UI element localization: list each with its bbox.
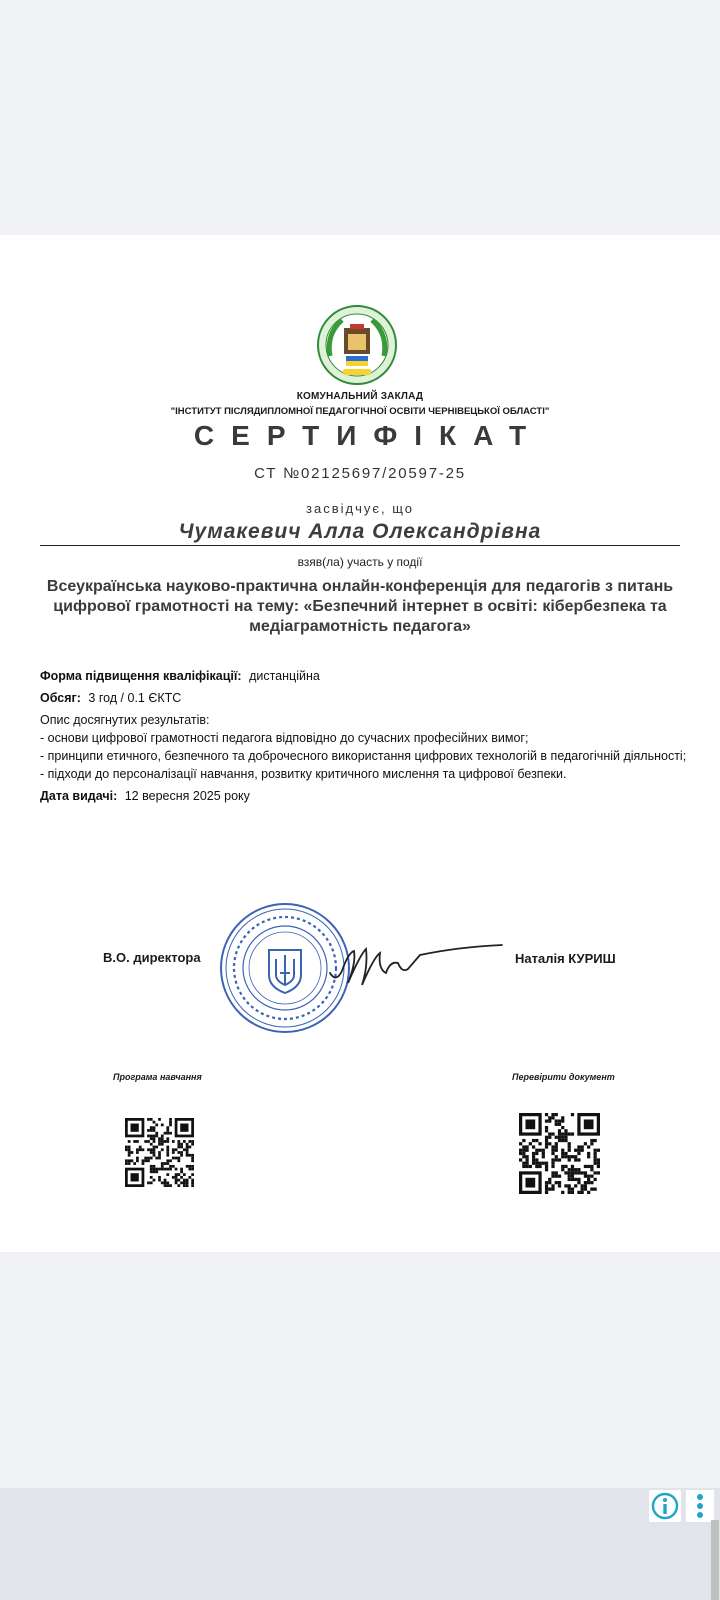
- institution-line-1: КОМУНАЛЬНИЙ ЗАКЛАД: [296, 391, 424, 402]
- form-label: Форма підвищення кваліфікації:: [40, 669, 242, 683]
- more-vertical-icon: [686, 1490, 714, 1522]
- issue-date-label: Дата видачі:: [40, 789, 118, 803]
- program-qr-code[interactable]: [125, 1118, 194, 1187]
- more-options-button[interactable]: [686, 1490, 714, 1522]
- issue-date-value: 12 вересня 2025 року: [124, 789, 250, 803]
- result-item: - підходи до персоналізації навчання, розвитку критичного мислення та цифрової безпеки.: [40, 767, 567, 781]
- institution-emblem-icon: [316, 304, 398, 386]
- viewer-bottom-bar: [0, 1488, 720, 1600]
- info-button[interactable]: [649, 1490, 681, 1522]
- director-name: Наталія КУРИШ: [515, 951, 616, 966]
- qr-program-label: Програма навчання: [113, 1072, 202, 1082]
- form-row: [40, 667, 690, 685]
- institution-line-2: "ІНСТИТУТ ПІСЛЯДИПЛОМНОЇ ПЕДАГОГІЧНОЇ ОСВІТИ ЧЕРНІВЕЦЬКОЇ ОБЛАСТІ": [170, 406, 550, 417]
- volume-row: [40, 689, 690, 707]
- certificate-details: [40, 667, 690, 809]
- issue-date-row: [40, 787, 690, 805]
- certificate-number: СТ №02125697/20597-25: [254, 465, 466, 482]
- results-block: [40, 711, 690, 783]
- scrollbar-thumb[interactable]: [711, 1520, 719, 1600]
- director-signature: [328, 933, 504, 993]
- volume-label: Обсяг:: [40, 691, 81, 705]
- form-value: дистанційна: [249, 669, 320, 683]
- event-title: Всеукраїнська науково-практична онлайн-конференція для педагогів з питань цифрової грамотності на тему: «Безпечний інтернет в освіті: кібербезпека та медіаграмотність педагога»: [46, 578, 674, 635]
- verify-qr-code[interactable]: [519, 1113, 600, 1194]
- certifies-text: засвідчує, що: [306, 501, 414, 516]
- took-part-text: взяв(ла) участь у події: [297, 555, 423, 569]
- volume-value: 3 год / 0.1 ЄКТС: [88, 691, 182, 705]
- recipient-name: Чумакевич Алла Олександрівна: [178, 520, 542, 543]
- director-label: В.О. директора: [103, 950, 201, 965]
- info-circle-icon: [649, 1490, 681, 1522]
- result-item: - принципи етичного, безпечного та доброчесного використання цифрових технологій в педагогічній діяльності;: [40, 749, 687, 763]
- result-item: - основи цифрової грамотності педагога відповідно до сучасних професійних вимог;: [40, 731, 529, 745]
- certificate-title: СЕРТИФІКАТ: [193, 420, 544, 451]
- certificate: [0, 235, 720, 1252]
- name-underline: [40, 545, 680, 546]
- qr-verify-label: Перевірити документ: [512, 1072, 615, 1082]
- results-title: Опис досягнутих результатів:: [40, 713, 210, 727]
